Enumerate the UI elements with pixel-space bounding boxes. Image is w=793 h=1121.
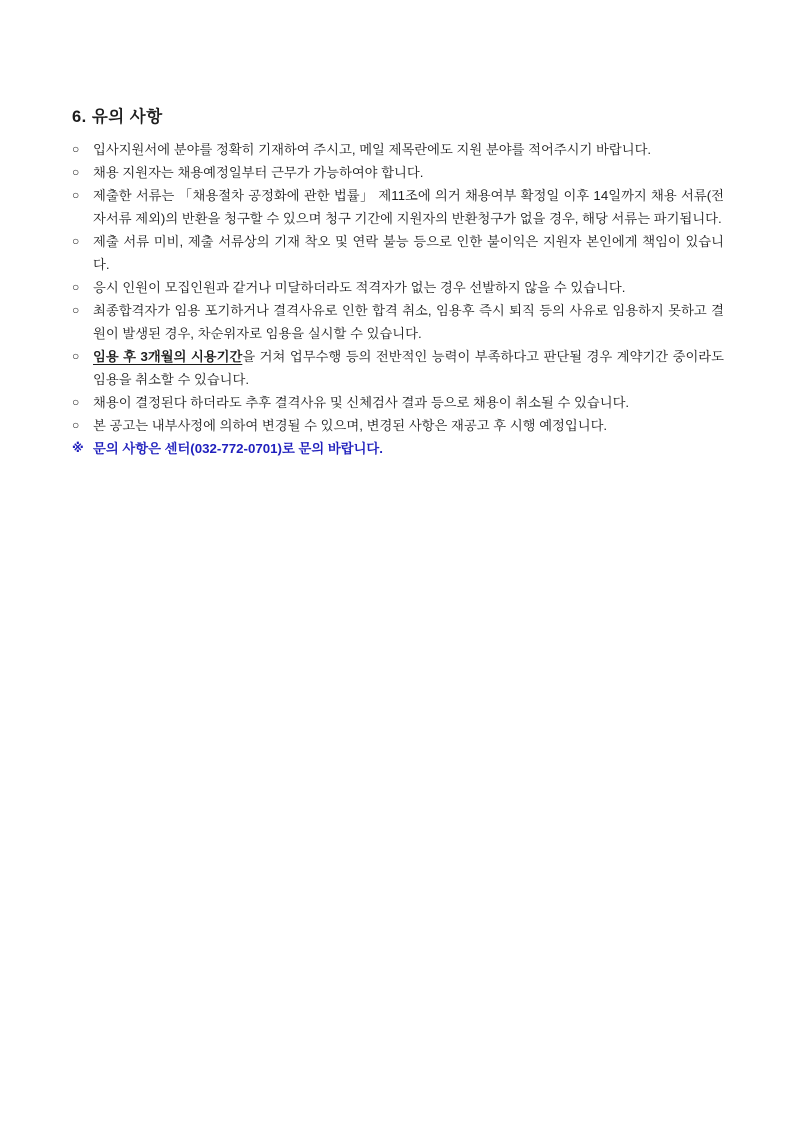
list-item [72,184,724,230]
item-text: 응시 인원이 모집인원과 같거나 미달하더라도 적격자가 없는 경우 선발하지 않을 수 있습니다. [93,280,626,295]
circle-bullet-icon: ○ [72,234,80,248]
contact-notice [72,437,724,460]
list-item [72,138,724,161]
section-heading: 6. 유의 사항 [72,108,163,126]
contact-notice-text: 문의 사항은 센터(032-772-0701)로 문의 바랍니다. [93,441,383,456]
circle-bullet-icon: ○ [72,349,80,363]
item-text: 제출 서류 미비, 제출 서류상의 기재 착오 및 연락 불능 등으로 인한 불이익은 지원자 본인에게 책임이 있습니다. [93,234,724,272]
circle-bullet-icon: ○ [72,142,80,156]
item-text: 채용이 결정된다 하더라도 추후 결격사유 및 신체검사 결과 등으로 채용이 취소될 수 있습니다. [93,395,630,410]
probation-period-emphasis: 임용 후 3개월의 시용기간 [93,349,243,364]
list-item [72,414,724,437]
item-text [93,345,724,391]
item-text: 제출한 서류는 「채용절차 공정화에 관한 법률」 제11조에 의거 채용여부 확정일 이후 14일까지 채용 서류(전자서류 제외)의 반환을 청구할 수 있으며 청구 기간에 지원자의 반환청구가 없을 경우, 해당 서류는 파기됩니다. [93,188,724,226]
item-text: 입사지원서에 분야를 정확히 기재하여 주시고, 메일 제목란에도 지원 분야를 적어주시기 바랍니다. [93,142,652,157]
circle-bullet-icon: ○ [72,395,80,409]
list-item [72,230,724,276]
circle-bullet-icon: ○ [72,280,80,294]
list-item [72,299,724,345]
list-item [72,161,724,184]
list-item [72,345,724,391]
item-text: 본 공고는 내부사정에 의하여 변경될 수 있으며, 변경된 사항은 재공고 후 시행 예정입니다. [93,418,608,433]
item-text: 최종합격자가 임용 포기하거나 결격사유로 인한 합격 취소, 임용후 즉시 퇴직 등의 사유로 임용하지 못하고 결원이 발생된 경우, 차순위자로 임용을 실시할 수 있습니다. [93,303,724,341]
circle-bullet-icon: ○ [72,165,80,179]
circle-bullet-icon: ○ [72,418,80,432]
item-text: 채용 지원자는 채용예정일부터 근무가 가능하여야 합니다. [93,165,424,180]
item-text-rest: 을 거쳐 업무수행 등의 전반적인 능력이 부족하다고 판단될 경우 계약기간 중이라도 임용을 취소할 수 있습니다. [93,349,724,387]
circle-bullet-icon: ○ [72,188,80,202]
list-item [72,276,724,299]
precautions-section [72,103,724,460]
reference-mark-icon: ※ [72,441,84,455]
list-item [72,391,724,414]
circle-bullet-icon: ○ [72,303,80,317]
